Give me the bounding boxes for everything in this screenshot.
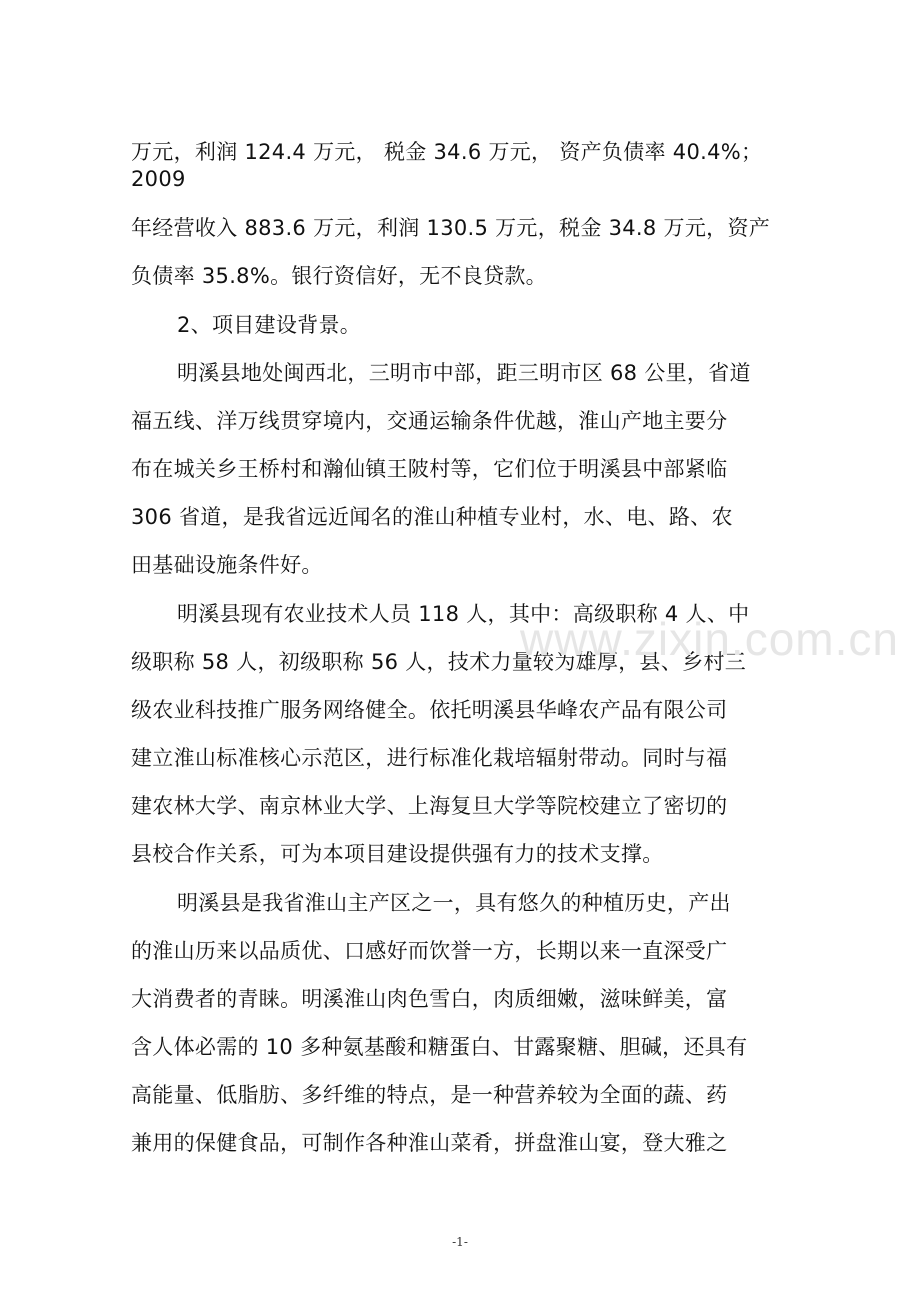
text-line: 级农业科技推广服务网络健全。依托明溪县华峰农产品有限公司	[131, 698, 728, 722]
text-line: 布在城关乡王桥村和瀚仙镇王陂村等，它们位于明溪县中部紧临	[131, 457, 728, 481]
text-line: 明溪县是我省淮山主产区之一，具有悠久的种植历史，产出	[177, 891, 731, 915]
text-line: 明溪县地处闽西北，三明市中部，距三明市区 68 公里，省道	[177, 361, 751, 385]
text-line: 万元，利润 124.4 万元， 税金 34.6 万元， 资产负债率 40.4%；	[131, 140, 763, 164]
text-line: 福五线、洋万线贯穿境内，交通运输条件优越，淮山产地主要分	[131, 409, 728, 433]
text-line: 建农林大学、南京林业大学、上海复旦大学等院校建立了密切的	[131, 794, 728, 818]
text-line: 的淮山历来以品质优、口感好而饮誉一方，长期以来一直深受广	[131, 939, 728, 963]
text-line: 级职称 58 人，初级职称 56 人，技术力量较为雄厚，县、乡村三	[131, 650, 747, 674]
text-line: 建立淮山标准核心示范区，进行标准化栽培辐射带动。同时与福	[131, 746, 728, 770]
text-line: 大消费者的青睐。明溪淮山肉色雪白，肉质细嫩，滋味鲜美，富	[131, 987, 728, 1011]
text-line: 田基础设施条件好。	[131, 553, 323, 577]
text-line: 负债率 35.8%。银行资信好，无不良贷款。	[131, 264, 547, 288]
text-line: 2009	[131, 167, 186, 191]
text-line: 含人体必需的 10 多种氨基酸和糖蛋白、甘露聚糖、胆碱，还具有	[131, 1035, 748, 1059]
section-heading: 2、项目建设背景。	[177, 313, 362, 337]
text-line: 县校合作关系，可为本项目建设提供强有力的技术支撑。	[131, 842, 664, 866]
text-line: 明溪县现有农业技术人员 118 人，其中：高级职称 4 人、中	[177, 602, 750, 626]
watermark: www.zixin.com.cn	[520, 613, 899, 665]
text-line: 306 省道，是我省远近闻名的淮山种植专业村，水、电、路、农	[131, 505, 733, 529]
text-line: 年经营收入 883.6 万元，利润 130.5 万元，税金 34.8 万元，资产	[131, 216, 771, 240]
page-number: -1-	[452, 1235, 468, 1249]
text-line: 高能量、低脂肪、多纤维的特点，是一种营养较为全面的蔬、药	[131, 1083, 728, 1107]
text-line: 兼用的保健食品，可制作各种淮山菜肴，拼盘淮山宴，登大雅之	[131, 1131, 728, 1155]
